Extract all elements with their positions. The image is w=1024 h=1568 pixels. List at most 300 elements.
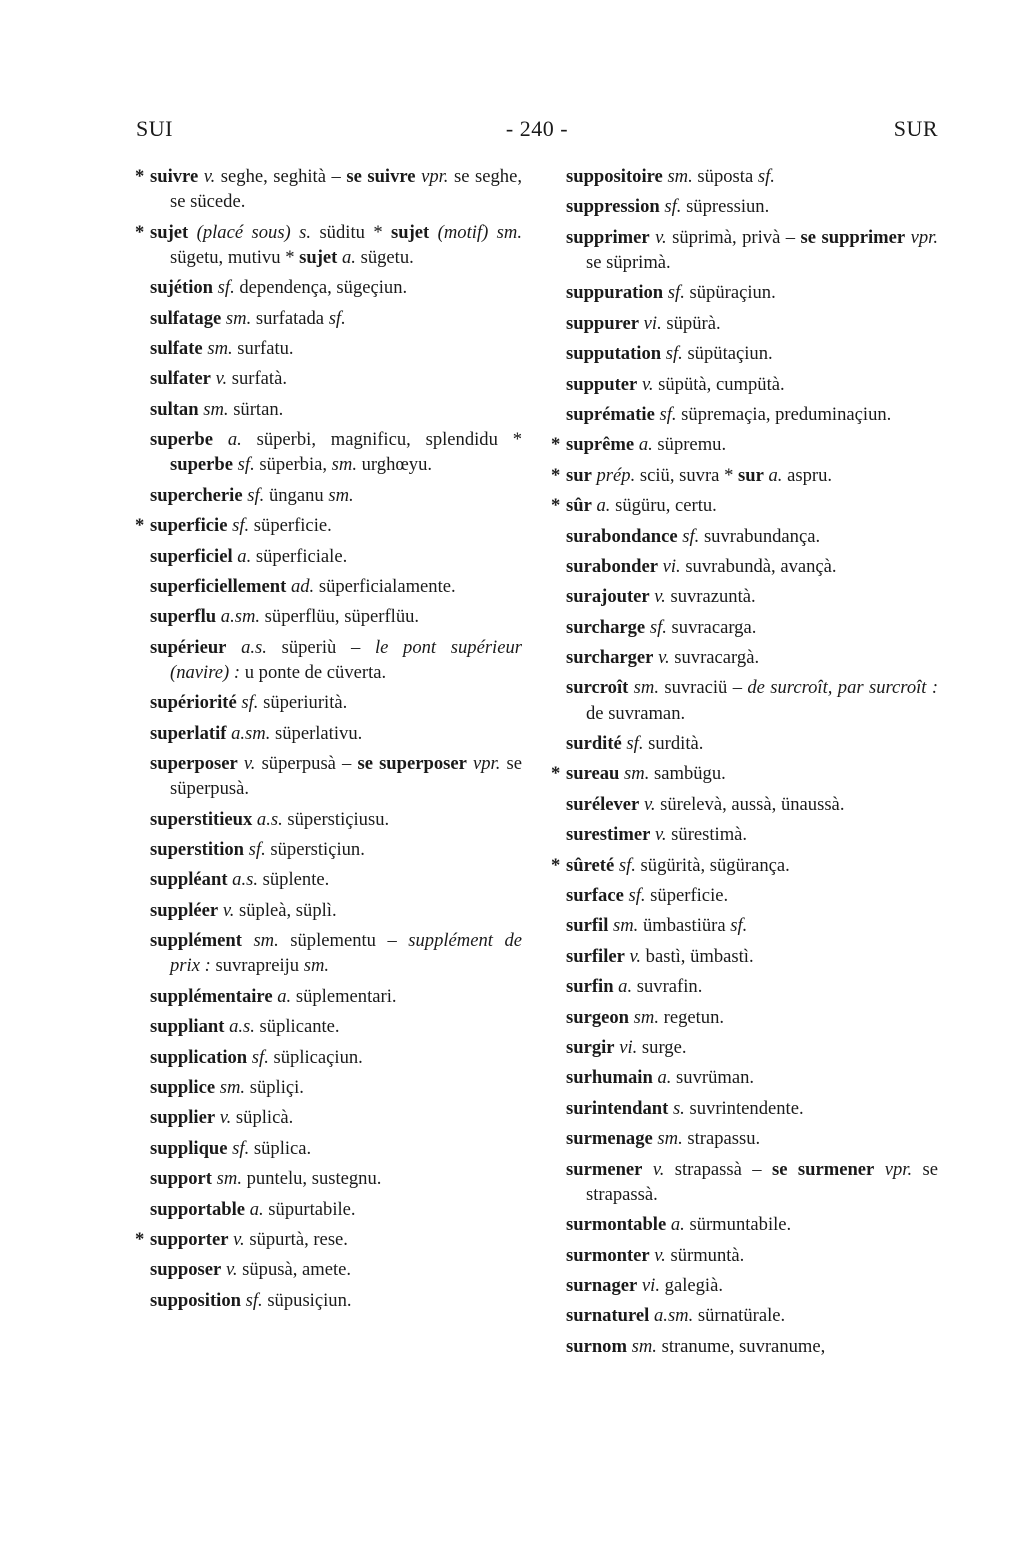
part-of-speech: sm. xyxy=(629,1006,659,1028)
part-of-speech: vi. xyxy=(657,555,681,577)
headword: supprimer xyxy=(566,226,650,248)
translation: süpleà, süplì. xyxy=(234,899,337,921)
part-of-speech: v. xyxy=(649,1244,666,1266)
part-of-speech: a. xyxy=(213,429,242,451)
part-of-speech: a.sm. xyxy=(226,722,271,744)
translation: suvraciü – xyxy=(659,677,748,699)
dictionary-entry xyxy=(150,1166,522,1191)
translation: suvrabundà, avançà. xyxy=(680,555,837,577)
part-of-speech: a.sm. xyxy=(649,1305,694,1327)
asterisk-marker: * xyxy=(135,221,145,243)
headword: surmonter xyxy=(566,1244,650,1266)
translation: süperficie. xyxy=(249,515,332,537)
part-of-speech: a. xyxy=(591,495,611,517)
dictionary-entry xyxy=(566,792,938,817)
headword: superposer xyxy=(150,753,238,775)
headword: supportable xyxy=(150,1198,246,1220)
part-of-speech: sf. xyxy=(730,915,748,937)
part-of-speech: sm. xyxy=(662,166,693,187)
headword: surnager xyxy=(566,1274,638,1296)
part-of-speech: sm. xyxy=(608,915,639,937)
translation: süplicà. xyxy=(231,1107,294,1129)
part-of-speech: a. xyxy=(652,1067,672,1089)
translation: sürelevà, aussà, ünaussà. xyxy=(655,793,845,815)
part-of-speech: a. xyxy=(634,434,653,456)
translation: surfatada xyxy=(251,307,329,329)
dictionary-entry xyxy=(135,513,522,538)
part-of-speech: sf. xyxy=(654,403,677,425)
translation: süperficie. xyxy=(645,885,729,906)
dictionary-entry xyxy=(566,194,938,219)
translation: süpliçi. xyxy=(245,1076,304,1098)
translation: surge. xyxy=(637,1036,687,1058)
dictionary-entry xyxy=(150,1045,522,1070)
translation: süplicaçiun. xyxy=(268,1046,363,1068)
translation: süpütaçiun. xyxy=(682,343,773,365)
translation: süpusà, amete. xyxy=(237,1259,352,1281)
headword: suppliant xyxy=(150,1016,225,1038)
translation: süprimà, privà – xyxy=(666,226,801,248)
dictionary-entry xyxy=(566,584,938,609)
asterisk-marker: * xyxy=(551,495,561,517)
translation: suvrazuntà. xyxy=(665,586,756,608)
part-of-speech: vpr. xyxy=(905,226,939,248)
translation: süpurtà, rese. xyxy=(244,1228,348,1250)
dictionary-entry xyxy=(551,493,938,518)
dictionary-entry xyxy=(150,1197,522,1222)
headword: surabonder xyxy=(566,555,658,577)
translation: süditu xyxy=(311,221,374,243)
part-of-speech: v. xyxy=(642,1158,665,1180)
headword: se superposer xyxy=(357,753,467,775)
part-of-speech: sf. xyxy=(328,307,346,329)
translation: suvracarga. xyxy=(666,616,757,638)
headword: supputer xyxy=(566,373,638,395)
part-of-speech: sm. xyxy=(215,1076,246,1098)
dictionary-entry xyxy=(566,372,938,397)
headword: sujet xyxy=(391,221,430,243)
page-number: - 240 - xyxy=(505,116,569,141)
translation: sciü, suvra xyxy=(635,464,725,486)
part-of-speech: a. xyxy=(613,976,633,998)
left-column xyxy=(135,164,523,1318)
translation: galegià. xyxy=(660,1274,723,1296)
headword: superficiellement xyxy=(150,575,287,597)
headword: surface xyxy=(566,885,624,906)
translation: sambügu. xyxy=(649,763,726,785)
headword: surmenage xyxy=(566,1128,653,1150)
headword: sur xyxy=(738,464,764,486)
headword: sujétion xyxy=(150,277,214,299)
dictionary-entry xyxy=(566,341,938,366)
dictionary-entry xyxy=(566,913,938,938)
translation: süplica. xyxy=(249,1137,312,1159)
translation: ümbastiüra xyxy=(638,915,731,937)
asterisk-marker: * xyxy=(551,434,561,456)
translation: se strapassà. xyxy=(586,1158,938,1205)
translation: süperlativu. xyxy=(270,722,363,744)
translation: süperficiale. xyxy=(251,545,348,567)
part-of-speech: sm. xyxy=(628,677,659,699)
headword: sulfatage xyxy=(150,307,222,329)
part-of-speech: v. xyxy=(649,586,666,608)
dictionary-entry xyxy=(150,544,522,569)
part-of-speech: vpr. xyxy=(415,166,449,187)
translation: aspru. xyxy=(782,464,833,486)
part-of-speech: a. xyxy=(337,246,356,268)
dictionary-entry xyxy=(150,336,522,361)
headword: sur xyxy=(566,464,592,486)
part-of-speech: sm. xyxy=(221,307,252,329)
part-of-speech: vi. xyxy=(614,1036,638,1058)
headword: surmener xyxy=(566,1158,643,1180)
part-of-speech: sm. xyxy=(198,398,229,420)
dictionary-entry xyxy=(566,944,938,969)
translation: suvrabundança. xyxy=(699,525,821,547)
translation: urghœyu. xyxy=(356,454,433,476)
headword: surélever xyxy=(566,793,640,815)
translation: süperbi, magnificu, splendidu xyxy=(241,429,513,451)
headword: supplique xyxy=(150,1137,228,1159)
translation: suvrafin. xyxy=(632,976,703,998)
translation: seghe, seghità – xyxy=(215,166,347,187)
part-of-speech: sf. xyxy=(236,692,259,714)
translation: suvrintendente. xyxy=(684,1097,804,1119)
translation: sürmuntabile. xyxy=(684,1214,792,1236)
part-of-speech: v. xyxy=(237,753,256,775)
part-of-speech: v. xyxy=(221,1259,238,1281)
part-of-speech: s. xyxy=(668,1097,685,1119)
translation: süperbia, xyxy=(254,454,332,476)
translation: sügürità, sügürança. xyxy=(635,854,790,876)
part-of-speech: sf. xyxy=(661,343,683,365)
translation: surfatà. xyxy=(227,368,287,390)
translation: regetun. xyxy=(659,1006,725,1028)
headword: surdité xyxy=(566,733,622,755)
dictionary-entry xyxy=(566,1157,938,1207)
headword: supercherie xyxy=(150,484,243,506)
headword: sulfate xyxy=(150,337,203,359)
dictionary-entry xyxy=(566,822,938,847)
dictionary-entry xyxy=(566,1212,938,1237)
headword: suppression xyxy=(566,196,660,218)
part-of-speech: sf. xyxy=(213,277,235,299)
part-of-speech: sm. xyxy=(241,930,279,952)
part-of-speech: a. xyxy=(666,1214,685,1236)
translation: süperstiçiun. xyxy=(265,839,365,861)
part-of-speech: sf. xyxy=(623,885,646,906)
example-phrase: (motif) xyxy=(429,221,489,243)
translation: süperficialamente. xyxy=(314,575,456,597)
translation: süpüraçiun. xyxy=(684,282,776,304)
dictionary-entry xyxy=(566,1096,938,1121)
dictionary-entry xyxy=(566,1035,938,1060)
translation: u ponte de cüverta. xyxy=(240,661,387,683)
translation: süperflüu, süperflüu. xyxy=(260,606,420,628)
dictionary-entry xyxy=(150,275,522,300)
headword: suppléant xyxy=(150,869,228,891)
part-of-speech: sf. xyxy=(663,282,685,304)
translation: se süprimà. xyxy=(586,251,671,273)
dictionary-entry xyxy=(150,604,522,629)
part-of-speech: a. xyxy=(272,985,292,1007)
part-of-speech: sf. xyxy=(227,515,250,537)
headword: supplémentaire xyxy=(150,985,273,1007)
dictionary-entry xyxy=(566,883,938,908)
translation: süpremu. xyxy=(652,434,727,456)
dictionary-entry xyxy=(150,928,522,978)
part-of-speech: ad. xyxy=(286,575,315,597)
asterisk-marker: * xyxy=(135,166,145,187)
headword: superficiel xyxy=(150,545,233,567)
headword: superstitieux xyxy=(150,808,253,830)
translation: * xyxy=(512,429,522,451)
part-of-speech: v. xyxy=(650,824,667,846)
headword: supériorité xyxy=(150,692,237,714)
headword: supposer xyxy=(150,1259,222,1281)
dictionary-entry xyxy=(150,690,522,715)
translation: * xyxy=(373,221,392,243)
translation: bastì, ümbastì. xyxy=(641,945,754,967)
translation: * xyxy=(285,246,300,268)
dictionary-entry xyxy=(566,1303,938,1328)
part-of-speech: sm. xyxy=(626,1335,657,1357)
part-of-speech: vpr. xyxy=(466,753,501,775)
headword: sûr xyxy=(566,495,592,517)
dictionary-entry xyxy=(566,554,938,579)
part-of-speech: vi. xyxy=(637,1274,660,1296)
headword: surfin xyxy=(566,976,614,998)
part-of-speech: sm. xyxy=(212,1168,242,1190)
headword: superlatif xyxy=(150,722,227,744)
dictionary-entry xyxy=(566,402,938,427)
part-of-speech: a.s. xyxy=(227,869,258,891)
headword: suprématie xyxy=(566,403,655,425)
headword: supposition xyxy=(150,1289,241,1311)
headword: surcharge xyxy=(566,616,646,638)
headword: suppuration xyxy=(566,282,664,304)
part-of-speech: sm. xyxy=(202,337,233,359)
asterisk-marker: * xyxy=(135,1228,145,1250)
headword: surfiler xyxy=(566,945,625,967)
dictionary-entry xyxy=(566,280,938,305)
part-of-speech: v. xyxy=(637,373,654,395)
part-of-speech: sm. xyxy=(331,454,357,476)
headword: superbe xyxy=(150,429,214,451)
part-of-speech: a. xyxy=(245,1198,264,1220)
dictionary-entry xyxy=(150,397,522,422)
headword: supplice xyxy=(150,1076,216,1098)
dictionary-entry xyxy=(135,1227,522,1252)
translation: se seghe, se sücede. xyxy=(170,166,522,213)
translation: süperpusà – xyxy=(255,753,358,775)
translation: strapassà – xyxy=(664,1158,772,1180)
part-of-speech: v. xyxy=(228,1228,245,1250)
headword: supputation xyxy=(566,343,662,365)
part-of-speech: sf. xyxy=(244,839,266,861)
translation: süperiurità. xyxy=(258,692,348,714)
part-of-speech: a. xyxy=(763,464,783,486)
example-phrase: (placé sous) xyxy=(188,221,291,243)
dictionary-entry xyxy=(566,974,938,999)
headword: suppurer xyxy=(566,312,640,334)
right-column xyxy=(551,164,939,1364)
dictionary-entry xyxy=(150,1075,522,1100)
translation: süpurtabile. xyxy=(263,1198,356,1220)
part-of-speech: sf. xyxy=(645,616,667,638)
part-of-speech: sf. xyxy=(677,525,700,547)
part-of-speech: sm. xyxy=(652,1128,683,1150)
headword: surcharger xyxy=(566,647,654,669)
part-of-speech: sf. xyxy=(240,1289,263,1311)
headword: surestimer xyxy=(566,824,651,846)
part-of-speech: sf. xyxy=(614,854,636,876)
translation: sürtan. xyxy=(228,398,284,420)
translation: sürmuntà. xyxy=(665,1244,745,1266)
translation: sügetu, mutivu xyxy=(170,246,286,268)
part-of-speech: sm. xyxy=(488,221,522,243)
dictionary-entry xyxy=(150,1014,522,1039)
asterisk-marker: * xyxy=(135,515,145,537)
part-of-speech: a.s. xyxy=(252,808,283,830)
part-of-speech: sf. xyxy=(227,1137,250,1159)
part-of-speech: sf. xyxy=(233,454,255,476)
part-of-speech: vi. xyxy=(639,312,662,334)
headword: supporter xyxy=(150,1228,229,1250)
headword: superficie xyxy=(150,515,228,537)
headword: suppléer xyxy=(150,899,219,921)
dictionary-entry xyxy=(150,1136,522,1161)
part-of-speech: sm. xyxy=(328,484,354,506)
headword: suppositoire xyxy=(566,166,663,187)
translation: sürnatürale. xyxy=(693,1305,786,1327)
headword: sulfater xyxy=(150,368,211,390)
translation: strapassu. xyxy=(682,1128,761,1150)
dictionary-entry xyxy=(150,427,522,477)
part-of-speech: v. xyxy=(624,945,642,967)
dictionary-entry xyxy=(566,615,938,640)
translation: süposta xyxy=(692,166,758,187)
headword: surfil xyxy=(566,915,609,937)
translation: sürestimà. xyxy=(666,824,748,846)
part-of-speech: v. xyxy=(649,226,667,248)
translation: süplementu – xyxy=(278,930,409,952)
part-of-speech: a.sm. xyxy=(216,606,261,628)
headword: surabondance xyxy=(566,525,678,547)
part-of-speech: a.s. xyxy=(224,1016,255,1038)
dictionary-entry xyxy=(150,867,522,892)
translation: sügetu. xyxy=(355,246,414,268)
headword: support xyxy=(150,1168,213,1190)
dictionary-entry xyxy=(566,1273,938,1298)
part-of-speech: sf. xyxy=(247,1046,269,1068)
headword: sujet xyxy=(299,246,338,268)
part-of-speech: v. xyxy=(215,1107,232,1129)
dictionary-entry xyxy=(150,574,522,599)
dictionary-entry xyxy=(566,1005,938,1030)
headword: suivre xyxy=(150,166,199,187)
translation: de suvraman. xyxy=(586,702,686,724)
dictionary-entry xyxy=(566,164,938,189)
headword: superflu xyxy=(150,606,217,628)
translation: suvracargà. xyxy=(669,647,760,669)
example-phrase: le pont supérieur (navire) : xyxy=(170,636,523,683)
dictionary-entry xyxy=(150,837,522,862)
dictionary-entry xyxy=(150,807,522,832)
part-of-speech: v. xyxy=(653,647,670,669)
headword: surhumain xyxy=(566,1067,653,1089)
dictionary-entry xyxy=(150,751,522,801)
translation: süperstiçiusu. xyxy=(282,808,390,830)
dictionary-entry xyxy=(150,984,522,1009)
dictionary-entry xyxy=(566,1126,938,1151)
dictionary-entry xyxy=(150,721,522,746)
headword: sultan xyxy=(150,398,199,420)
headword: surgeon xyxy=(566,1006,630,1028)
asterisk-marker: * xyxy=(551,464,561,486)
headword: se surmener xyxy=(772,1158,875,1180)
headword: se suivre xyxy=(346,166,416,187)
translation: süplementari. xyxy=(291,985,397,1007)
translation: dependença, sügeçiun. xyxy=(234,277,408,299)
headword: superbe xyxy=(170,454,234,476)
translation: ünganu xyxy=(264,484,329,506)
headword: surintendant xyxy=(566,1097,669,1119)
page-header xyxy=(136,116,938,150)
dictionary-entry xyxy=(150,483,522,508)
translation: süpressiun. xyxy=(681,196,770,218)
dictionary-entry xyxy=(150,635,522,685)
translation: süpürà. xyxy=(661,312,721,334)
headword: sujet xyxy=(150,221,189,243)
translation: puntelu, sustegnu. xyxy=(241,1168,382,1190)
dictionary-entry xyxy=(566,1334,938,1359)
dictionary-entry xyxy=(566,524,938,549)
asterisk-marker: * xyxy=(551,763,561,785)
headword: surajouter xyxy=(566,586,650,608)
dictionary-entry xyxy=(566,1243,938,1268)
part-of-speech: sf. xyxy=(621,733,644,755)
translation: surdità. xyxy=(643,733,704,755)
part-of-speech: prép. xyxy=(591,464,636,486)
headword: surmontable xyxy=(566,1214,667,1236)
headword: supplication xyxy=(150,1046,248,1068)
headword: se supprimer xyxy=(800,226,906,248)
headword: suprême xyxy=(566,434,635,456)
part-of-speech: v. xyxy=(639,793,656,815)
part-of-speech: s. xyxy=(290,221,312,243)
dictionary-entry xyxy=(150,306,522,331)
dictionary-entry xyxy=(150,366,522,391)
headword: surgir xyxy=(566,1036,615,1058)
dictionary-entry xyxy=(135,220,522,270)
headword: superstition xyxy=(150,839,245,861)
headword: sureau xyxy=(566,763,620,785)
part-of-speech: sm. xyxy=(303,955,330,977)
header-left-guideword: SUI xyxy=(136,116,173,141)
translation: süpremaçia, preduminaçiun. xyxy=(676,403,892,425)
dictionary-entry xyxy=(551,761,938,786)
dictionary-entry xyxy=(150,898,522,923)
part-of-speech: sm. xyxy=(619,763,650,785)
header-right-guideword: SUR xyxy=(893,116,938,141)
part-of-speech: sf. xyxy=(242,484,265,506)
dictionary-entry xyxy=(135,164,522,214)
translation: süpusiçiun. xyxy=(262,1289,352,1311)
dictionary-entry xyxy=(551,463,938,488)
dictionary-entry xyxy=(566,645,938,670)
translation: sügüru, certu. xyxy=(610,495,717,517)
